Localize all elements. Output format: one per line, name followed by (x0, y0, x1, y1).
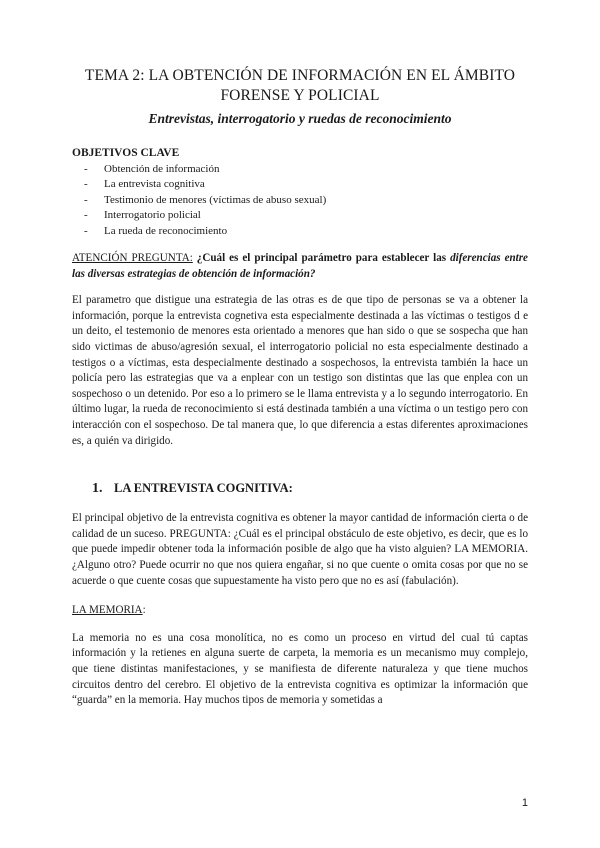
list-item: - Interrogatorio policial (84, 208, 528, 223)
section-title: LA ENTREVISTA COGNITIVA: (114, 481, 293, 496)
list-item: - La rueda de reconocimiento (84, 224, 528, 239)
list-item: - La entrevista cognitiva (84, 177, 528, 192)
question-text-italic: diferencias entre las diversas estrategias de obtención de información? (72, 252, 528, 280)
page-number: 1 (521, 797, 528, 809)
objectives-list (72, 162, 528, 239)
paragraph-strategies: El parametro que distigue una estrategia de las otras es de que tipo de personas se va a obtener la información, porque la entrevista cognetiva esta especialmente destinada a las víctimas o testigos d e un deito, el testemonio de menores esta orientado a menores que han sido o que se sospecha que han sido victimas de abuso/agresión sexual, el interrogatorio policial no esta especialmente destinado a testigos o a víctimas, esta despecialmente destinado a sospechosos, la entrevista también la hace un policía pero las estrategias que va a enplear con un testigo son distintas que las que enplea con un sospechoso o un detenido. Por eso a lo primero se le llama entrevista y a lo segundo interrogatorio. En último lugar, la rueda de reconocimiento si está destinada también a una víctima o un testigo pero con interacción con el sospechoso. De tal manera que, lo que diferencia a estas diferentes aproximaciones es, a quién va dirigido. (72, 294, 528, 447)
list-item: - Testimonio de menores (víctimas de abuso sexual) (84, 193, 528, 208)
memory-heading (72, 603, 528, 619)
paragraph-cognitive-interview: El principal objetivo de la entrevista cognitiva es obtener la mayor cantidad de información cierta o de calidad de un suceso. PREGUNTA: ¿Cuál es el principal obstáculo de este objetivo, es decir, que es lo que puede impedir obtener toda la información posible de algo que ha visto alguien? LA MEMORIA. ¿Alguno otro? Puede ocurrir no que nos quiera engañar, si no que cuente o omita cosas por que no se acuerde o que cuente cosas que supuestamente ha visto pero que no es así (fabulación). (72, 512, 528, 587)
list-item: - Obtención de información (84, 162, 528, 177)
key-question (72, 251, 528, 282)
memory-heading-text: LA MEMORIA (72, 604, 143, 617)
objectives-heading: OBJETIVOS CLAVE (72, 147, 180, 159)
document-page (72, 66, 528, 709)
question-text: ¿Cuál es el principal parámetro para establecer las (192, 252, 447, 265)
document-subtitle: Entrevistas, interrogatorio y ruedas de reconocimiento (148, 111, 452, 126)
section-number: 1. (92, 481, 103, 497)
section-heading (92, 479, 528, 498)
memory-heading-colon: : (142, 604, 146, 617)
paragraph-memory: La memoria no es una cosa monolítica, no es como un proceso en virtud del cual tú captas información y la retienes en alguna suerte de carpeta, la memoria es un mecanismo muy complejo, que tiene distintas manifestaciones, y se manifiesta de diferente naturaleza y que tiene muchos circuitos dentro del cerebro. El objetivo de la entrevista cognitiva es optimizar la información que “guarda” en la memoria. Hay muchos tipos de memoria y sometidas a (72, 631, 528, 707)
document-title: TEMA 2: LA OBTENCIÓN DE INFORMACIÓN EN EL ÁMBITO FORENSE Y POLICIAL (84, 67, 516, 104)
question-label: ATENCIÓN PREGUNTA: (72, 252, 193, 265)
